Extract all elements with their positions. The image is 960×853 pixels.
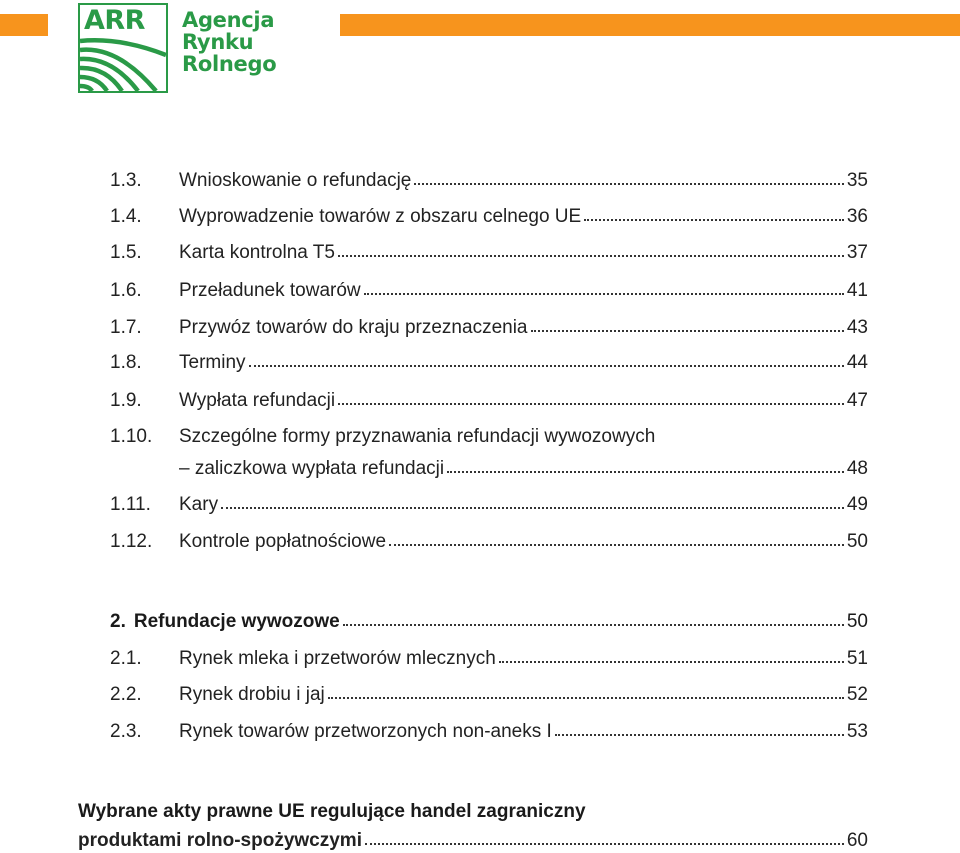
toc-leader: [414, 183, 844, 185]
toc-number: 1.10.: [110, 426, 153, 447]
arr-logo: [78, 3, 308, 95]
toc-entry-multiline-continuation[interactable]: [179, 457, 868, 481]
toc-number: 1.5.: [110, 242, 142, 263]
toc-final-entry-line-1[interactable]: [78, 800, 868, 824]
toc-leader: [365, 843, 844, 845]
toc-title: Wyprowadzenie towarów z obszaru celnego UE: [179, 206, 582, 227]
toc-leader: [584, 219, 844, 221]
toc-number: 2.1.: [110, 648, 142, 669]
toc-title-line-2: – zaliczkowa wypłata refundacji: [179, 458, 445, 479]
toc-entry[interactable]: [110, 683, 868, 707]
toc-entry[interactable]: [110, 351, 868, 375]
toc-page: 50: [846, 611, 868, 632]
toc-entry[interactable]: [110, 389, 868, 413]
toc-entry[interactable]: [110, 205, 868, 229]
toc-title: Przeładunek towarów: [179, 280, 361, 301]
toc-page: 50: [846, 531, 868, 552]
toc-title: Rynek towarów przetworzonych non-aneks I: [179, 721, 552, 742]
toc-title: Kontrole popłatnościowe: [179, 531, 387, 552]
toc-title: Wnioskowanie o refundację: [179, 170, 412, 191]
toc-entry[interactable]: [110, 316, 868, 340]
toc-page: 53: [846, 721, 868, 742]
toc-page: 48: [846, 458, 868, 479]
toc-number: 1.3.: [110, 170, 142, 191]
logo-line-3: Rolnego: [182, 52, 277, 76]
toc-number: 2.3.: [110, 721, 142, 742]
toc-leader: [328, 697, 844, 699]
toc-number: 1.12.: [110, 531, 153, 552]
toc-entry[interactable]: [110, 647, 868, 671]
toc-title: Terminy: [179, 352, 246, 373]
toc-section-title: Refundacje wywozowe: [133, 611, 340, 632]
toc-leader: [338, 403, 844, 405]
toc-page: 44: [846, 352, 868, 373]
toc-leader: [338, 255, 844, 257]
toc-title-line-1: Szczególne formy przyznawania refundacji wywozowych: [179, 426, 656, 447]
toc-leader: [221, 507, 844, 509]
toc-title: Karta kontrolna T5: [179, 242, 335, 263]
toc-number: 1.4.: [110, 206, 142, 227]
toc-page: 43: [846, 317, 868, 338]
toc-entry-multiline[interactable]: [110, 425, 868, 449]
toc-leader: [249, 365, 844, 367]
toc-entry[interactable]: [110, 493, 868, 517]
toc-leader: [389, 544, 844, 546]
toc-number: 1.9.: [110, 390, 142, 411]
toc-number: 1.8.: [110, 352, 142, 373]
toc-final-title-line-1: Wybrane akty prawne UE regulujące handel zagraniczny: [78, 801, 586, 822]
toc-title: Przywóz towarów do kraju przeznaczenia: [179, 317, 528, 338]
toc-final-title-line-2: produktami rolno-spożywczymi: [78, 830, 362, 851]
toc-title: Rynek mleka i przetworów mlecznych: [179, 648, 496, 669]
toc-leader: [447, 471, 844, 473]
toc-leader: [343, 624, 844, 626]
toc-number: 1.7.: [110, 317, 142, 338]
toc-page: 52: [846, 684, 868, 705]
toc-page: 47: [846, 390, 868, 411]
toc-leader: [531, 330, 844, 332]
logo-abbreviation: ARR: [84, 5, 145, 36]
toc-title: Wypłata refundacji: [179, 390, 336, 411]
logo-emblem: [78, 3, 168, 93]
toc-leader: [499, 661, 844, 663]
toc-entry[interactable]: [110, 530, 868, 554]
toc-entry[interactable]: [110, 720, 868, 744]
toc-title: Kary: [179, 494, 219, 515]
header-accent-bar-left: [0, 14, 48, 36]
toc-page: 37: [846, 242, 868, 263]
toc-page: 51: [846, 648, 868, 669]
toc-section-number: 2.: [110, 611, 126, 632]
toc-number: 2.2.: [110, 684, 142, 705]
toc-leader: [364, 293, 844, 295]
toc-entry[interactable]: [110, 241, 868, 265]
toc-title: Rynek drobiu i jaj: [179, 684, 325, 705]
toc-page: 60: [846, 830, 868, 851]
toc-leader: [555, 734, 844, 736]
header-accent-bar-right: [340, 14, 960, 36]
toc-final-entry-line-2[interactable]: [78, 829, 868, 853]
logo-wordmark: [182, 9, 276, 75]
field-furrows-icon: [80, 35, 166, 91]
toc-section-heading[interactable]: [110, 610, 868, 634]
logo-line-1: Agencja: [182, 8, 275, 32]
toc-number: 1.6.: [110, 280, 142, 301]
logo-line-2: Rynku: [182, 30, 254, 54]
toc-number: 1.11.: [110, 494, 151, 515]
toc-page: 41: [846, 280, 868, 301]
toc-page: 49: [846, 494, 868, 515]
toc-entry[interactable]: [110, 279, 868, 303]
toc-page: 35: [846, 170, 868, 191]
toc-entry[interactable]: [110, 169, 868, 193]
toc-page: 36: [846, 206, 868, 227]
